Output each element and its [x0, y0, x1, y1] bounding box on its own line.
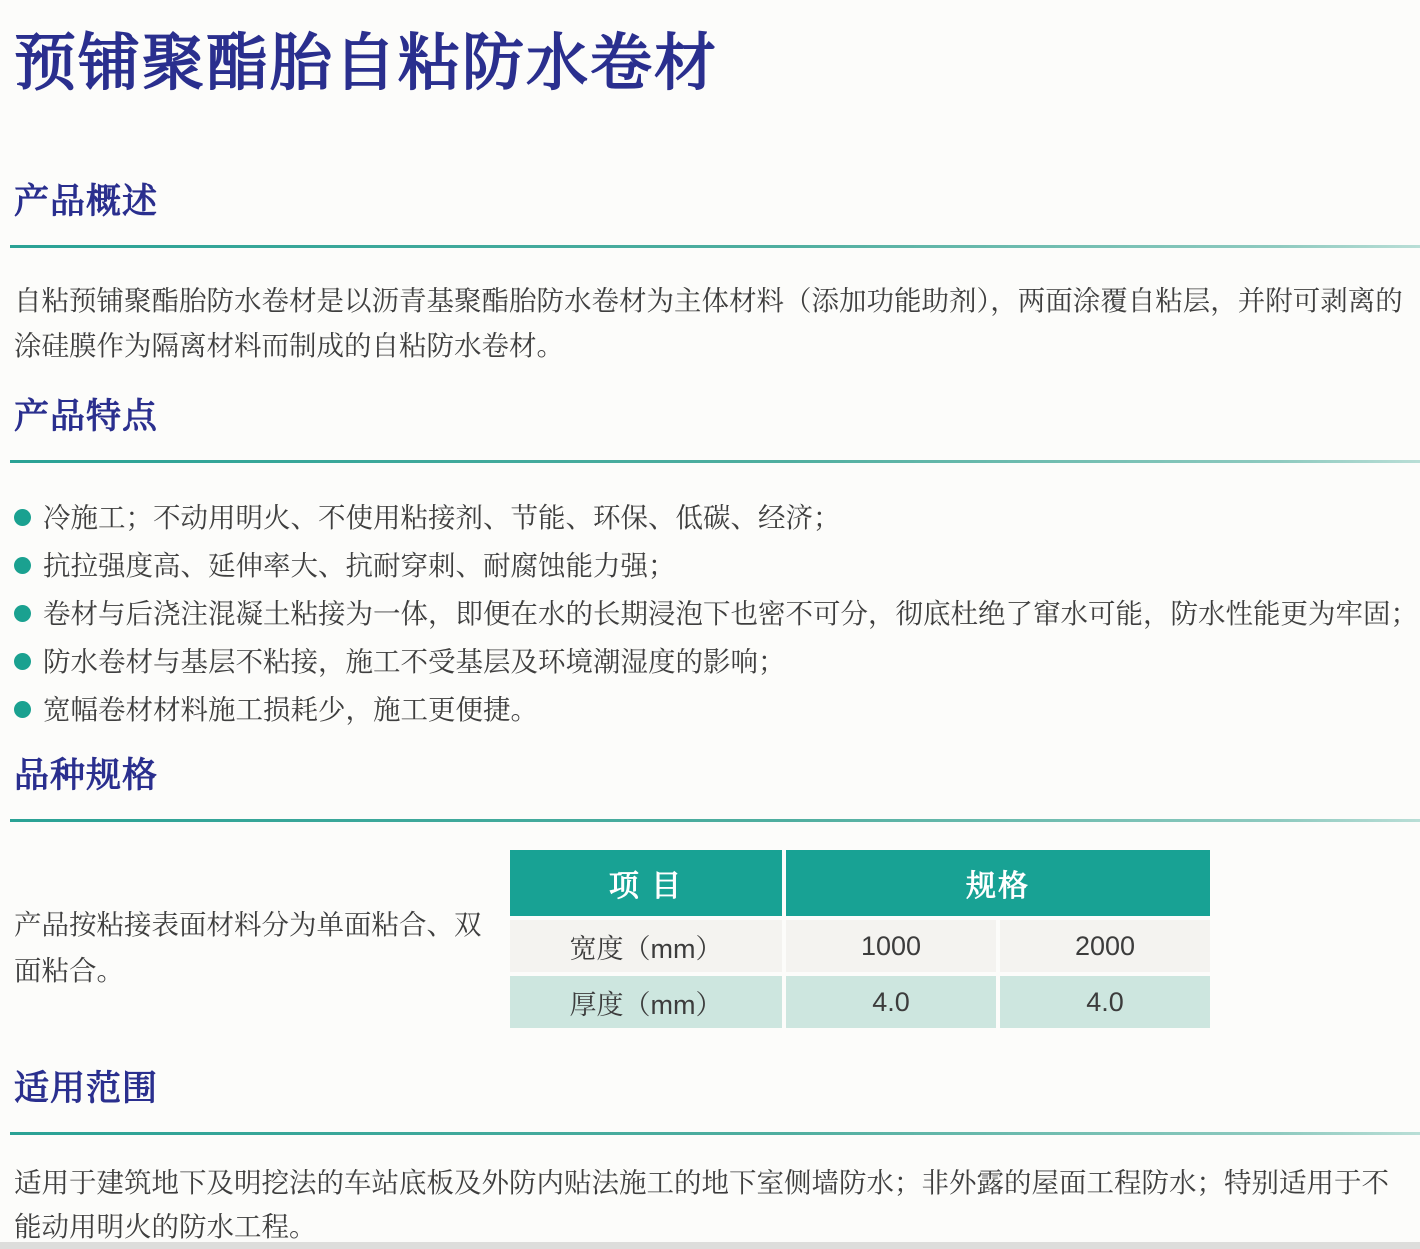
table-cell: 2000	[1000, 920, 1210, 972]
features-heading: 产品特点	[14, 397, 159, 437]
bullet-dot-icon	[14, 605, 31, 622]
table-header-spec: 规格	[786, 850, 1210, 916]
section-overview	[14, 181, 1406, 368]
list-item	[14, 595, 1418, 633]
scope-paragraph: 适用于建筑地下及明挖法的车站底板及外防内贴法施工的地下室侧墙防水；非外露的屋面工程防水；特别适用于不能动用明火的防水工程。	[14, 1167, 1389, 1243]
features-bullet-list	[14, 499, 1418, 729]
list-item	[14, 547, 1406, 585]
list-item	[14, 499, 1406, 537]
bullet-dot-icon	[14, 701, 31, 718]
bullet-text: 冷施工；不动用明火、不使用粘接剂、节能、环保、低碳、经济；	[43, 502, 841, 534]
section-divider	[10, 245, 1420, 248]
table-row-label: 厚度（mm）	[510, 976, 782, 1028]
bullet-dot-icon	[14, 509, 31, 526]
bullet-dot-icon	[14, 653, 31, 670]
bullet-dot-icon	[14, 557, 31, 574]
table-cell: 1000	[786, 920, 996, 972]
bullet-text: 防水卷材与基层不粘接，施工不受基层及环境潮湿度的影响；	[43, 646, 786, 678]
section-divider	[10, 460, 1420, 463]
overview-paragraph: 自粘预铺聚酯胎防水卷材是以沥青基聚酯胎防水卷材为主体材料（添加功能助剂），两面涂覆自粘层，并附可剥离的涂硅膜作为隔离材料而制成的自粘防水卷材。	[14, 285, 1403, 362]
bullet-text: 抗拉强度高、延伸率大、抗耐穿刺、耐腐蚀能力强；	[43, 550, 676, 582]
specs-table	[510, 850, 1210, 1028]
page-bottom-edge	[0, 1242, 1420, 1249]
section-features	[14, 396, 1418, 729]
section-divider	[10, 1132, 1420, 1135]
bullet-text: 卷材与后浇注混凝土粘接为一体，即便在水的长期浸泡下也密不可分，彻底杜绝了窜水可能，防水性能更为牢固；	[43, 598, 1418, 630]
table-header-item: 项 目	[510, 850, 782, 916]
table-cell: 4.0	[1000, 976, 1210, 1028]
table-row-label: 宽度（mm）	[510, 920, 782, 972]
specs-content	[14, 850, 1406, 1028]
section-scope	[14, 1068, 1406, 1249]
table-cell: 4.0	[786, 976, 996, 1028]
list-item	[14, 643, 1406, 681]
bullet-text: 宽幅卷材材料施工损耗少，施工更便捷。	[43, 694, 538, 726]
list-item	[14, 691, 1406, 729]
section-specs	[14, 755, 1406, 1028]
page-title: 预铺聚酯胎自粘防水卷材	[14, 29, 719, 98]
section-divider	[10, 819, 1420, 822]
overview-heading: 产品概述	[14, 182, 159, 222]
specs-note: 产品按粘接表面材料分为单面粘合、双面粘合。	[14, 909, 482, 987]
scope-heading: 适用范围	[14, 1069, 159, 1109]
specs-heading: 品种规格	[14, 756, 159, 796]
